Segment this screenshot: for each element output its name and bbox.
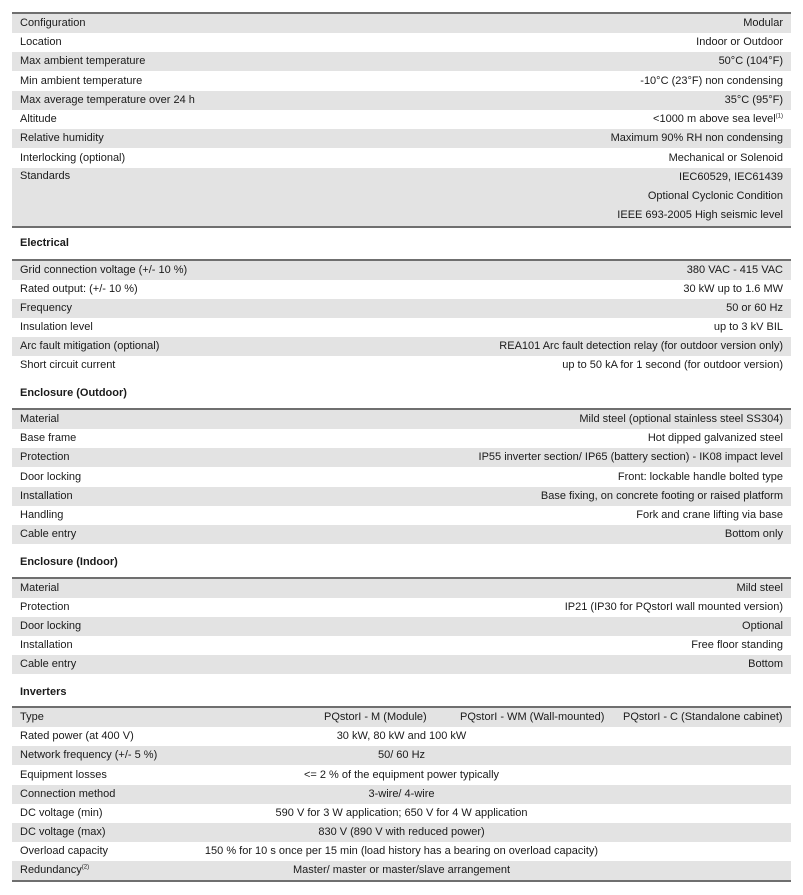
row-label: Relative humidity <box>20 132 104 144</box>
row-value: 30 kW, 80 kW and 100 kW <box>336 730 467 742</box>
row-value: IP21 (IP30 for PQstorI wall mounted version) <box>564 601 783 613</box>
table-row <box>12 337 791 356</box>
row-value: 30 kW up to 1.6 MW <box>683 283 783 295</box>
table-row <box>12 525 791 544</box>
divider <box>12 880 791 882</box>
row-label: Insulation level <box>20 321 93 333</box>
row-label: Rated output: (+/- 10 %) <box>20 283 138 295</box>
row-label: Door locking <box>20 471 82 483</box>
row-label: Standards <box>20 170 71 182</box>
table-row <box>12 356 791 375</box>
footnote-mark: (2) <box>81 864 90 871</box>
row-value: 380 VAC - 415 VAC <box>686 264 783 276</box>
table-row <box>12 149 791 168</box>
table-row <box>12 598 791 617</box>
row-value: 150 % for 10 s once per 15 min (load history has a bearing on overload capacity) <box>204 845 599 857</box>
row-label: Min ambient temperature <box>20 75 143 87</box>
table-row <box>12 448 791 467</box>
table-row <box>12 727 791 746</box>
row-label: Network frequency (+/- 5 %) <box>20 749 158 761</box>
row-label: Interlocking (optional) <box>20 152 126 164</box>
table-row <box>12 766 791 785</box>
value-text: <1000 m above sea level <box>653 113 776 125</box>
table-row <box>12 14 791 33</box>
table-row <box>12 91 791 110</box>
row-label: Configuration <box>20 17 86 29</box>
row-label: Handling <box>20 509 64 521</box>
row-value: Optional <box>742 620 783 632</box>
section-title-inverters: Inverters <box>20 686 67 698</box>
table-row <box>12 318 791 337</box>
standards-line: IEC60529, IEC61439 <box>679 171 783 183</box>
table-row <box>12 842 791 861</box>
row-value: Indoor or Outdoor <box>696 36 783 48</box>
table-row <box>12 72 791 91</box>
section-title-enclosure-indoor: Enclosure (Indoor) <box>20 556 118 568</box>
table-row <box>12 655 791 674</box>
row-label: Material <box>20 582 60 594</box>
table-row <box>12 861 791 880</box>
table-row <box>12 52 791 71</box>
row-label: Cable entry <box>20 658 77 670</box>
row-value: Hot dipped galvanized steel <box>647 432 783 444</box>
table-row <box>12 429 791 448</box>
section-title-electrical: Electrical <box>20 237 69 249</box>
row-label: Altitude <box>20 113 57 125</box>
row-label: Type <box>20 711 44 723</box>
table-row <box>12 785 791 804</box>
table-row <box>12 487 791 506</box>
standards-row <box>12 168 791 226</box>
row-label: Door locking <box>20 620 82 632</box>
row-label: DC voltage (min) <box>20 807 103 819</box>
row-value: <= 2 % of the equipment power typically <box>303 769 500 781</box>
row-label: Arc fault mitigation (optional) <box>20 340 160 352</box>
row-label: Connection method <box>20 788 116 800</box>
table-row <box>12 708 791 727</box>
table-row <box>12 636 791 655</box>
row-value: Mechanical or Solenoid <box>668 152 783 164</box>
row-label: Location <box>20 36 62 48</box>
row-label: Base frame <box>20 432 77 444</box>
table-row <box>12 579 791 598</box>
table-row <box>12 261 791 280</box>
table-row <box>12 110 791 129</box>
row-value: Modular <box>743 17 783 29</box>
row-value: 35°C (95°F) <box>724 94 783 106</box>
row-label: Protection <box>20 451 70 463</box>
standards-line: Optional Cyclonic Condition <box>647 190 783 202</box>
row-value: up to 3 kV BIL <box>713 321 783 333</box>
row-label: Max ambient temperature <box>20 55 146 67</box>
row-value: Front: lockable handle bolted type <box>617 471 783 483</box>
row-value: Fork and crane lifting via base <box>636 509 783 521</box>
row-value: Bottom only <box>724 528 783 540</box>
row-label: Overload capacity <box>20 845 109 857</box>
table-row <box>12 299 791 318</box>
label-text: Redundancy <box>20 864 82 876</box>
row-value: 50/ 60 Hz <box>377 749 426 761</box>
row-label: Short circuit current <box>20 359 116 371</box>
row-label: Protection <box>20 601 70 613</box>
table-row <box>12 33 791 52</box>
row-value: -10°C (23°F) non condensing <box>640 75 783 87</box>
row-value: up to 50 kA for 1 second (for outdoor version) <box>562 359 783 371</box>
table-row <box>12 410 791 429</box>
divider <box>12 226 791 228</box>
row-value: 50 or 60 Hz <box>726 302 783 314</box>
row-label: Equipment losses <box>20 769 107 781</box>
table-row <box>12 617 791 636</box>
footnote-mark: (1) <box>775 113 783 120</box>
row-label: Max average temperature over 24 h <box>20 94 195 106</box>
table-row <box>12 468 791 487</box>
row-value: Bottom <box>748 658 783 670</box>
row-value: Base fixing, on concrete footing or raised platform <box>540 490 783 502</box>
row-label: Rated power (at 400 V) <box>20 730 134 742</box>
type-standalone-cabinet: PQstorI - C (Standalone cabinet) <box>623 711 783 723</box>
table-row <box>12 280 791 299</box>
row-value <box>653 110 783 129</box>
section-title-enclosure-outdoor: Enclosure (Outdoor) <box>20 387 127 399</box>
row-value: Mild steel (optional stainless steel SS304) <box>579 413 783 425</box>
table-row <box>12 129 791 148</box>
type-module: PQstorI - M (Module) <box>324 711 427 723</box>
table-row <box>12 746 791 765</box>
row-value: 590 V for 3 W application; 650 V for 4 W application <box>275 807 528 819</box>
table-row <box>12 506 791 525</box>
row-value: 3-wire/ 4-wire <box>368 788 435 800</box>
row-value: REA101 Arc fault detection relay (for outdoor version only) <box>499 340 783 352</box>
row-value: Mild steel <box>736 582 783 594</box>
table-row <box>12 823 791 842</box>
row-value: IP55 inverter section/ IP65 (battery section) - IK08 impact level <box>478 451 783 463</box>
table-row <box>12 804 791 823</box>
row-value: 830 V (890 V with reduced power) <box>318 826 485 838</box>
row-label: Installation <box>20 490 73 502</box>
row-label: Grid connection voltage (+/- 10 %) <box>20 264 188 276</box>
standards-line: IEEE 693-2005 High seismic level <box>617 209 783 221</box>
row-value: Master/ master or master/slave arrangement <box>292 864 511 876</box>
row-label: Cable entry <box>20 528 77 540</box>
row-label: Installation <box>20 639 73 651</box>
type-wall-mounted: PQstorI - WM (Wall-mounted) <box>460 711 605 723</box>
row-value: Maximum 90% RH non condensing <box>610 132 783 144</box>
row-label: DC voltage (max) <box>20 826 106 838</box>
row-value: Free floor standing <box>691 639 783 651</box>
row-label: Frequency <box>20 302 72 314</box>
row-value: 50°C (104°F) <box>718 55 783 67</box>
row-label: Material <box>20 413 60 425</box>
